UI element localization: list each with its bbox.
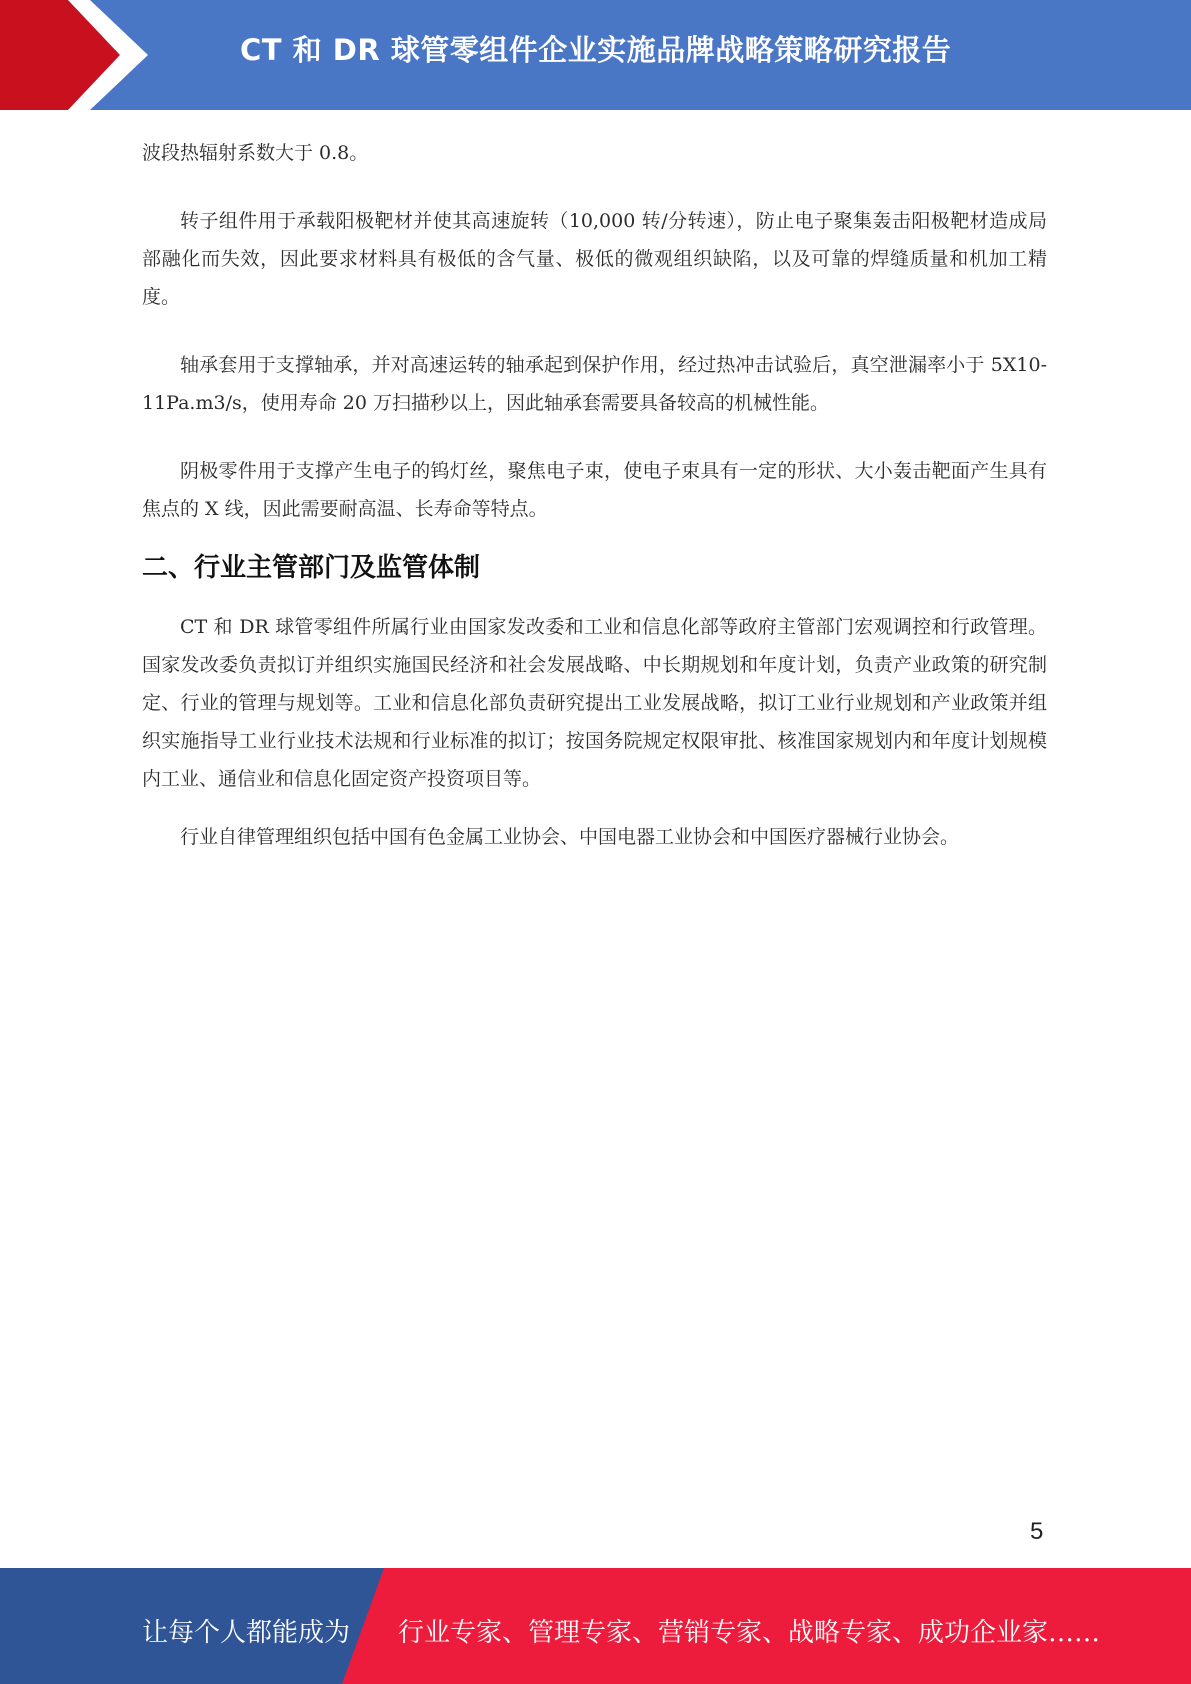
paragraph-industry-associations: 行业自律管理组织包括中国有色金属工业协会、中国电器工业协会和中国医疗器械行业协会。	[180, 826, 960, 848]
footer-roles: 行业专家、管理专家、营销专家、战略专家、成功企业家……	[398, 1618, 1101, 1648]
paragraph-rotor-assembly: 转子组件用于承载阳极靶材并使其高速旋转（10,000 转/分转速），防止电子聚集轰击阳极靶材造成局部融化而失效，因此要求材料具有极低的含气量、极低的微观组织缺陷，以及可靠的焊缝质量和机加工精度。	[142, 210, 1047, 308]
page-footer	[0, 1568, 1191, 1684]
document-body	[142, 134, 1047, 856]
section-heading: 二、行业主管部门及监管体制	[142, 553, 481, 583]
paragraph-continuation: 波段热辐射系数大于 0.8。	[142, 142, 369, 164]
paragraph-cathode-parts: 阴极零件用于支撑产生电子的钨灯丝，聚焦电子束，使电子束具有一定的形状、大小轰击靶面产生具有焦点的 X 线，因此需要耐高温、长寿命等特点。	[142, 460, 1047, 520]
paragraph-bearing-sleeve: 轴承套用于支撑轴承，并对高速运转的轴承起到保护作用，经过热冲击试验后，真空泄漏率小于 5X10-11Pa.m3/s，使用寿命 20 万扫描秒以上，因此轴承套需要具备较高的机械性能。	[142, 354, 1047, 414]
report-title: CT 和 DR 球管零组件企业实施品牌战略策略研究报告	[240, 33, 952, 67]
page-header	[0, 0, 1191, 110]
page-number: 5	[1030, 1518, 1044, 1545]
header-arrow-decoration	[0, 0, 160, 110]
paragraph-regulatory-authorities: CT 和 DR 球管零组件所属行业由国家发改委和工业和信息化部等政府主管部门宏观调控和行政管理。国家发改委负责拟订并组织实施国民经济和社会发展战略、中长期规划和年度计划，负责产业政策的研究制定、行业的管理与规划等。工业和信息化部负责研究提出工业发展战略，拟订工业行业规划和产业政策并组织实施指导工业行业技术法规和行业标准的拟订；按国务院规定权限审批、核准国家规划内和年度计划规模内工业、通信业和信息化固定资产投资项目等。	[142, 616, 1047, 790]
footer-slogan: 让每个人都能成为	[142, 1618, 351, 1648]
